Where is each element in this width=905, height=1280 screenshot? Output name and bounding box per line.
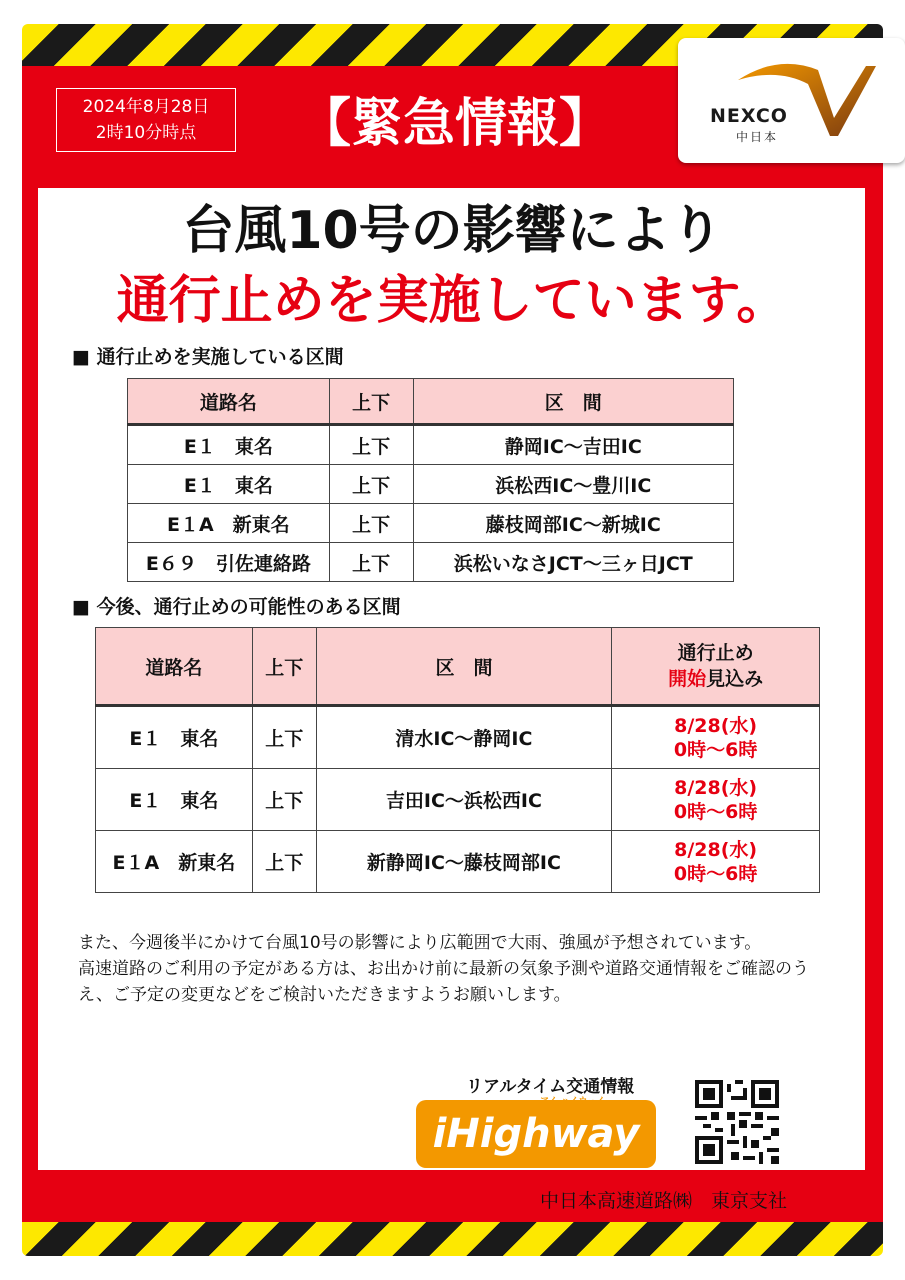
logo-wordmark: NEXCO	[710, 105, 788, 127]
realtime-traffic-label: リアルタイム交通情報	[466, 1077, 635, 1097]
expected-start-highlight: 開始	[668, 668, 707, 690]
headline-line1: 台風10号の影響により	[182, 201, 723, 261]
road-name-cell: E１ 東名	[96, 706, 253, 769]
direction-cell: 上下	[329, 425, 413, 465]
expected-start-cell	[612, 706, 820, 769]
section-cell: 静岡IC～吉田IC	[413, 425, 733, 465]
direction-cell: 上下	[252, 831, 316, 893]
nexco-logo	[678, 38, 905, 163]
expected-time: 0時～6時	[673, 862, 758, 885]
notice-text	[78, 930, 838, 1008]
table-header-row	[128, 379, 734, 425]
possible-section-heading: ■ 今後、通行止めの可能性のある区間	[72, 596, 401, 618]
footer-organization: 中日本高速道路㈱ 東京支社	[540, 1190, 788, 1212]
table-row	[96, 831, 820, 893]
headline-line2: 通行止めを実施しています。	[116, 271, 789, 331]
expected-start-line1: 通行止め	[677, 642, 754, 664]
timestamp-box	[56, 88, 236, 152]
direction-cell: 上下	[252, 769, 316, 831]
table-row	[128, 504, 734, 543]
road-name-cell: E１A 新東名	[128, 504, 330, 543]
table-row	[128, 465, 734, 504]
section-cell: 藤枝岡部IC～新城IC	[413, 504, 733, 543]
direction-cell: 上下	[252, 706, 316, 769]
table-header-row	[96, 628, 820, 706]
direction-cell: 上下	[329, 504, 413, 543]
road-name-cell: E１A 新東名	[96, 831, 253, 893]
column-header: 道路名	[128, 379, 330, 425]
column-header: 区 間	[413, 379, 733, 425]
notice-paragraph-request: 高速道路のご利用の予定がある方は、お出かけ前に最新の気象予測や道路交通情報をご確認のうえ、ご予定の変更などをご検討いただきますようお願いします。	[78, 959, 809, 1005]
qr-code-icon[interactable]	[695, 1080, 779, 1164]
table-row	[128, 543, 734, 582]
closed-sections-table	[127, 378, 734, 582]
logo-subtext: 中日本	[736, 130, 779, 144]
expected-time: 0時～6時	[673, 800, 758, 823]
notice-paragraph-weather: また、今週後半にかけて台風10号の影響により広範囲で大雨、強風が予想されています。	[78, 933, 762, 953]
expected-date: 8/28(水)	[674, 776, 758, 799]
timestamp-date: 2024年8月28日	[82, 97, 210, 117]
column-header: 上下	[252, 628, 316, 706]
section-cell: 新静岡IC～藤枝岡部IC	[316, 831, 612, 893]
direction-cell: 上下	[329, 465, 413, 504]
expected-start-cell	[612, 831, 820, 893]
expected-date: 8/28(水)	[674, 838, 758, 861]
table-row	[96, 769, 820, 831]
column-header: 上下	[329, 379, 413, 425]
section-cell: 浜松いなさJCT～三ヶ日JCT	[413, 543, 733, 582]
direction-cell: 上下	[329, 543, 413, 582]
column-header: 区 間	[316, 628, 612, 706]
column-header-expected-start	[612, 628, 820, 706]
road-name-cell: E１ 東名	[128, 425, 330, 465]
timestamp-time: 2時10分時点	[95, 123, 197, 143]
road-name-cell: E１ 東名	[96, 769, 253, 831]
section-cell: 浜松西IC～豊川IC	[413, 465, 733, 504]
section-cell: 清水IC～静岡IC	[316, 706, 612, 769]
expected-start-line2	[612, 666, 819, 692]
expected-time: 0時～6時	[673, 738, 758, 761]
table-row	[96, 706, 820, 769]
ihighway-kana: アイ ハイウェイ	[540, 1097, 605, 1107]
road-name-cell: E６９ 引佐連絡路	[128, 543, 330, 582]
expected-date: 8/28(水)	[674, 714, 758, 737]
road-name-cell: E１ 東名	[128, 465, 330, 504]
closed-section-heading: ■ 通行止めを実施している区間	[72, 346, 344, 368]
possible-closures-table	[95, 627, 820, 893]
column-header: 道路名	[96, 628, 253, 706]
hazard-stripe-bottom	[22, 1222, 883, 1256]
section-cell: 吉田IC～浜松西IC	[316, 769, 612, 831]
expected-start-cell	[612, 769, 820, 831]
table-row	[128, 425, 734, 465]
expected-start-suffix: 見込み	[706, 668, 764, 690]
page-title: 【緊急情報】	[298, 94, 611, 154]
ihighway-logo[interactable]: iHighway	[416, 1100, 656, 1168]
